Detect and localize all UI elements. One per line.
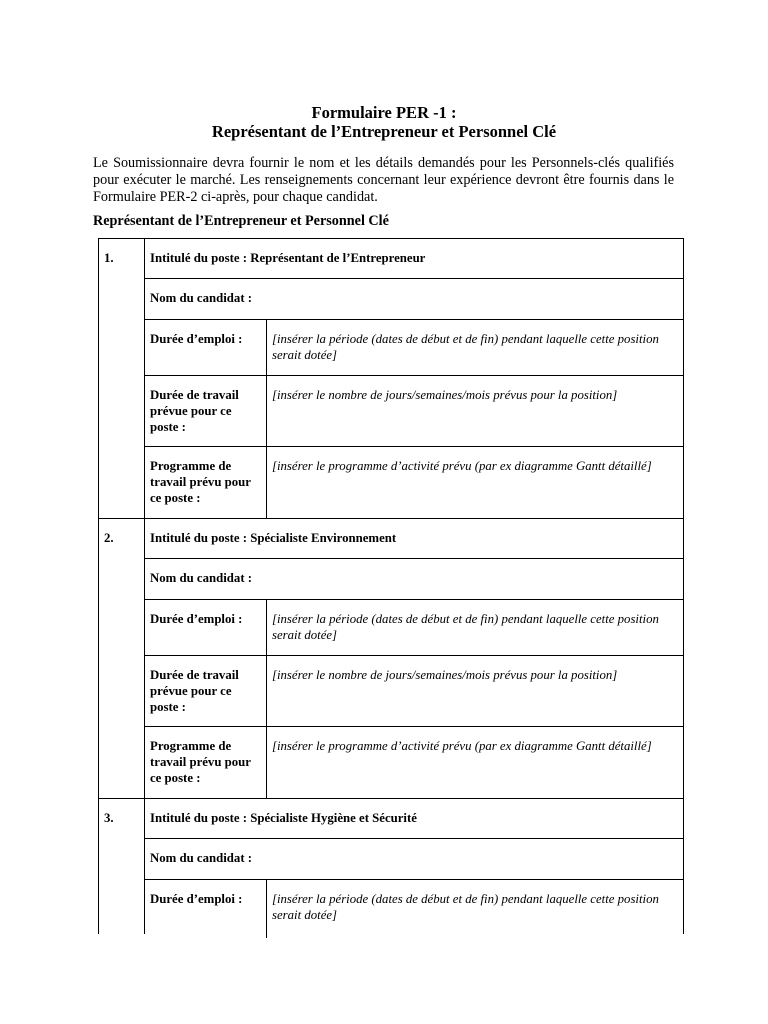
table-border bbox=[266, 599, 267, 655]
duration-value: [insérer la période (dates de début et de fin) pendant laquelle cette position serait dotée] bbox=[272, 332, 659, 362]
workload-value: [insérer le nombre de jours/semaines/mois prévus pour la position] bbox=[272, 668, 618, 682]
workload-label: Durée de travail prévue pour ce poste : bbox=[150, 388, 239, 434]
table-border bbox=[144, 446, 684, 447]
program-value: [insérer le programme d’activité prévu (par ex diagramme Gantt détaillé] bbox=[272, 739, 652, 753]
table-border bbox=[266, 726, 267, 798]
program-label: Programme de travail prévu pour ce poste : bbox=[150, 459, 251, 505]
table-border bbox=[144, 238, 145, 934]
table-border bbox=[144, 558, 684, 559]
table-border bbox=[98, 238, 99, 934]
section-heading: Représentant de l’Entrepreneur et Personnel Clé bbox=[93, 213, 389, 229]
position-number: 2. bbox=[104, 531, 114, 545]
form-title: Formulaire PER -1 : bbox=[311, 103, 457, 122]
workload-label: Durée de travail prévue pour ce poste : bbox=[150, 668, 239, 714]
table-border bbox=[144, 599, 684, 600]
table-border bbox=[144, 838, 684, 839]
program-label: Programme de travail prévu pour ce poste : bbox=[150, 739, 251, 785]
post-title: Intitulé du poste : Spécialiste Environnement bbox=[150, 531, 397, 545]
table-border bbox=[266, 319, 267, 375]
candidate-label: Nom du candidat : bbox=[150, 291, 253, 305]
candidate-label: Nom du candidat : bbox=[150, 571, 253, 585]
table-border bbox=[144, 375, 684, 376]
table-border bbox=[98, 798, 684, 799]
post-title: Intitulé du poste : Représentant de l’Entrepreneur bbox=[150, 251, 426, 265]
position-number: 3. bbox=[104, 811, 114, 825]
duration-value: [insérer la période (dates de début et de fin) pendant laquelle cette position serait dotée] bbox=[272, 892, 659, 922]
table-border bbox=[144, 726, 684, 727]
workload-value: [insérer le nombre de jours/semaines/mois prévus pour la position] bbox=[272, 388, 618, 402]
table-border bbox=[266, 879, 267, 938]
candidate-label: Nom du candidat : bbox=[150, 851, 253, 865]
table-border bbox=[144, 879, 684, 880]
duration-label: Durée d’emploi : bbox=[150, 612, 243, 626]
table-border bbox=[266, 655, 267, 726]
table-border bbox=[144, 278, 684, 279]
table-border bbox=[98, 518, 684, 519]
form-subtitle: Représentant de l’Entrepreneur et Personnel Clé bbox=[211, 122, 557, 141]
table-border bbox=[144, 655, 684, 656]
intro-paragraph: Le Soumissionnaire devra fournir le nom et les détails demandés pour les Personnels-clés qualifiés pour exécuter le marché. Les renseignements concernant leur expérience devront être fournis dans le Formulaire PER-2 ci-après, pour chaque candidat. bbox=[93, 155, 674, 205]
post-title: Intitulé du poste : Spécialiste Hygiène et Sécurité bbox=[150, 811, 417, 825]
table-border bbox=[266, 375, 267, 446]
table-border bbox=[683, 238, 684, 934]
duration-label: Durée d’emploi : bbox=[150, 332, 243, 346]
table-border bbox=[98, 238, 684, 239]
position-number: 1. bbox=[104, 251, 114, 265]
table-border bbox=[144, 319, 684, 320]
duration-value: [insérer la période (dates de début et de fin) pendant laquelle cette position serait dotée] bbox=[272, 612, 659, 642]
duration-label: Durée d’emploi : bbox=[150, 892, 243, 906]
table-border bbox=[266, 446, 267, 518]
program-value: [insérer le programme d’activité prévu (par ex diagramme Gantt détaillé] bbox=[272, 459, 652, 473]
